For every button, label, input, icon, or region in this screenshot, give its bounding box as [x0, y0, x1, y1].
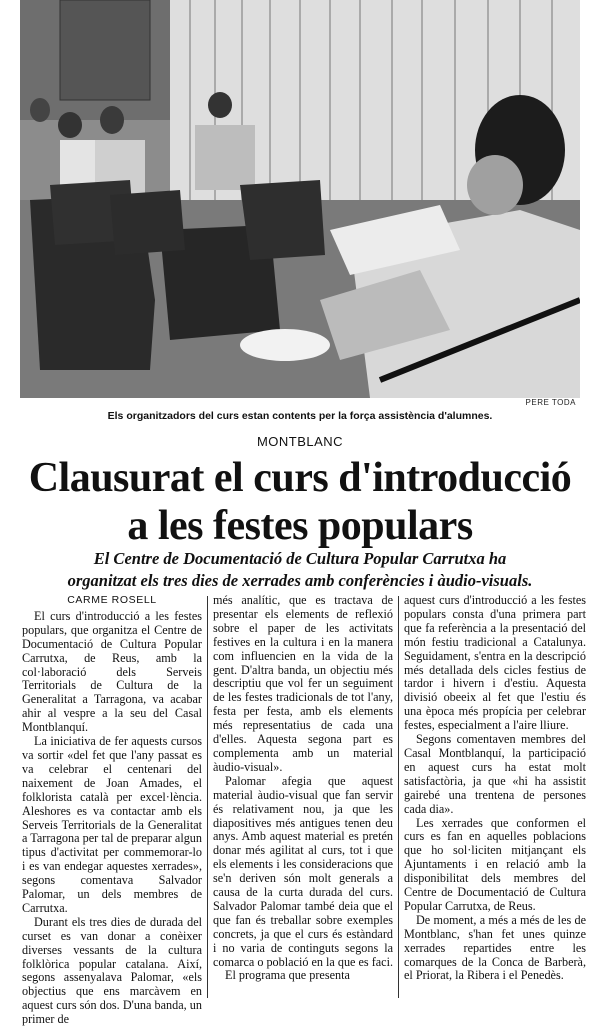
byline: CARME ROSELL	[67, 594, 157, 606]
headline-line-2: a les festes populars	[127, 503, 473, 549]
paragraph: Segons comentaven membres del Casal Montblanquí, la participació en aquest curs ha estat molt satisfactòria, ja que «hi ha assistit gairebé una trentena de persones cada dia».	[404, 732, 586, 816]
subhead-line-2: organitzat els tres dies de xerrades amb conferències i àudio-visuals.	[67, 571, 533, 590]
column-divider	[398, 596, 399, 998]
paragraph: més analític, que es tractava de presentar els elements de reflexió sobre el paper de les activitats festives en la cultura i en la manera com influencien en la vida de la gent. D'altra banda, un objectiu més descriptiu que vol fer un seguiment de les festes tradicionals de tot l'any, festa per festa, amb els elements més representatius de cada una d'elles. Aquesta segona part es complementa amb un material àudio-visual».	[213, 593, 393, 774]
paragraph: aquest curs d'introducció a les festes populars consta d'una primera part que fa referència a la presentació del món festiu tradicional a Catalunya. Seguidament, s'entra en la descripció més detallada dels cicles festius de tardor i hivern i d'estiu. Aquesta divisió obeeix al fet que l'estiu és una època més propícia per celebrar festes, especialment a l'aire lliure.	[404, 593, 586, 733]
photo-caption: Els organitzadors del curs estan contents per la força assistència d'alumnes.	[107, 410, 493, 422]
paragraph: Durant els tres dies de durada del curset es van donar a conèixer diverses vessants de la cultura folklòrica popular catalana. Així, segons assenyalava Palomar, «els objectius que ens marcàvem en aquest curs són dos. D'una banda, un primer de	[22, 914, 202, 1027]
subhead-line-1: El Centre de Documentació de Cultura Popular Carrutxa ha	[93, 549, 507, 568]
paragraph: Palomar afegia que aquest material àudio-visual que fan servir és relativament nou, ja que les diapositives més antigues tenen deu anys. Amb aquest material es pretén donar més agilitat al curs, tot i que els elements i les consideracions que se'n deriven són molt generals a causa de la curta durada del curs. Salvador Palomar també deia que el que fan és treballar sobre exemples concrets, ja que el curs és estàndard i no varia de continguts segons la comarca o població en la que es faci.	[213, 773, 394, 969]
paragraph: La iniciativa de fer aquests cursos va sortir «del fet que l'any passat es va celebrar el centenari del naixement de Joan Amades, el folklorista català per excel·lència. Aleshores es va contactar amb els Serveis Territorials de la Generalitat a Tarragona per tal de preparar algun tipus d'activitat per commemorar-lo i es van endegar aquestes xerrades», segons comentava Salvador Palomar, un dels membres de Carrutxa.	[22, 734, 202, 915]
photo-scene	[20, 0, 580, 398]
paragraph: El programa que presenta	[225, 968, 350, 983]
article-column-3	[404, 594, 586, 983]
headline-line-1: Clausurat el curs d'introducció	[28, 455, 572, 501]
article-column-1	[22, 594, 202, 1027]
article-column-2	[213, 594, 393, 983]
paragraph: Les xerrades que conformen el curs es fan en aquelles poblacions que ho sol·liciten mitjançant els Ajuntaments i en relació amb la disponibilitat dels membres del Centre de Documentació de Cultura Popular Carrutxa, de Reus.	[404, 815, 586, 913]
paragraph: El curs d'introducció a les festes populars, que organitza el Centre de Documentació de Cultura Popular Carrutxa, de Reus, amb la col·laboració dels Serveis Territorials de Cultura de la Generalitat a Tarragona, va acabar ahir al vespre a la seu del Casal Montblanquí.	[22, 608, 202, 735]
news-photo	[20, 0, 580, 398]
column-divider	[207, 596, 208, 998]
photo-credit: PERE TODA	[525, 398, 576, 407]
section-label: MONTBLANC	[256, 434, 344, 449]
paragraph: De moment, a més a més de les de Montblanc, s'han fet unes quinze xerrades repartides entre les comarques de la Conca de Barberà, el Priorat, la Ribera i el Penedès.	[404, 912, 586, 983]
